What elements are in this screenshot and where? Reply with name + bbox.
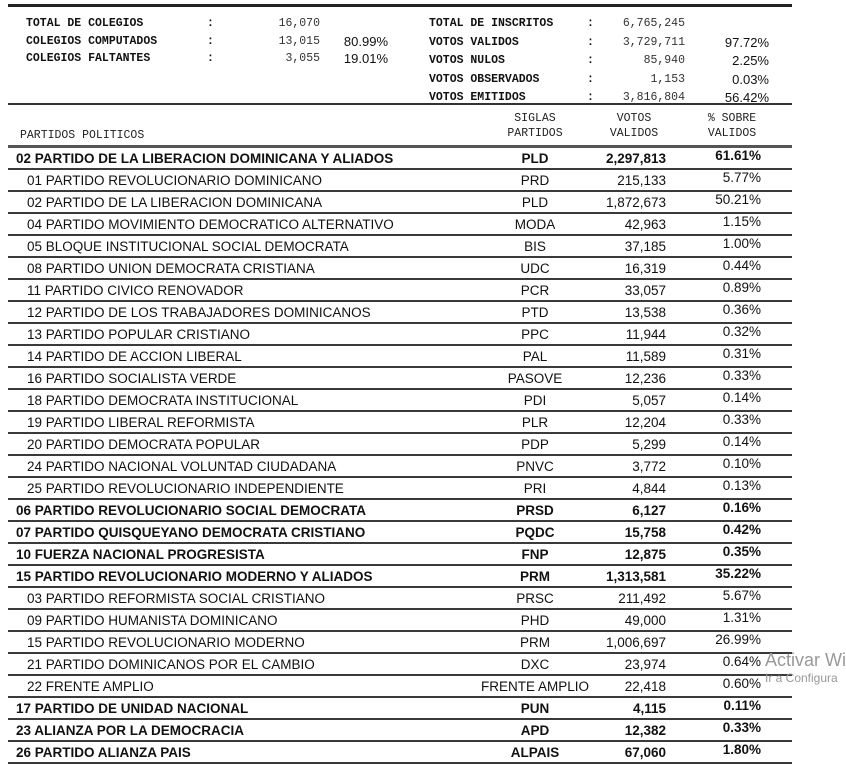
party-name: 08 PARTIDO UNION DEMOCRATA CRISTIANA [27, 261, 315, 276]
party-percent: 1.15% [722, 214, 761, 229]
party-name: 10 FUERZA NACIONAL PROGRESISTA [16, 547, 265, 562]
party-sigla: PRI [523, 481, 547, 496]
header-siglas-line1: SIGLAS [514, 112, 556, 125]
party-name: 12 PARTIDO DE LOS TRABAJADORES DOMINICANOS [27, 305, 371, 320]
table-row [8, 588, 792, 610]
summary-value: 3,816,804 [622, 91, 685, 104]
header-porcentaje-line2: VALIDOS [707, 127, 757, 140]
table-row [8, 324, 792, 346]
table-row [8, 544, 792, 566]
summary-panel [8, 4, 792, 105]
party-percent: 1.00% [722, 236, 761, 251]
party-name: 25 PARTIDO REVOLUCIONARIO INDEPENDIENTE [27, 481, 344, 496]
party-sigla: PTD [521, 305, 549, 320]
party-percent: 0.42% [722, 522, 761, 537]
party-percent: 1.80% [722, 742, 761, 757]
summary-colon: : [207, 17, 214, 30]
party-name: 23 ALIANZA POR LA DEMOCRACIA [16, 723, 245, 738]
party-sigla: MODA [514, 217, 556, 232]
table-row [8, 192, 792, 214]
party-votes: 11,944 [625, 327, 666, 342]
party-percent: 0.33% [722, 412, 761, 427]
party-percent: 61.61% [715, 148, 761, 163]
party-name: 16 PARTIDO SOCIALISTA VERDE [27, 371, 237, 386]
summary-value: 13,015 [278, 34, 320, 48]
results-table [8, 105, 792, 764]
party-sigla: PQDC [515, 525, 555, 540]
summary-value: 16,070 [278, 17, 320, 30]
table-row [8, 676, 792, 698]
summary-value: 1,153 [650, 72, 685, 86]
summary-percent: 56.42% [724, 90, 769, 105]
party-name: 20 PARTIDO DEMOCRATA POPULAR [27, 437, 261, 452]
party-name: 22 FRENTE AMPLIO [27, 679, 154, 694]
party-sigla: DXC [520, 657, 550, 672]
party-votes: 2,297,813 [605, 151, 666, 166]
table-row [8, 632, 792, 654]
header-siglas-line2: PARTIDOS [507, 127, 563, 140]
table-row [8, 280, 792, 302]
table-row [8, 170, 792, 192]
party-name: 15 PARTIDO REVOLUCIONARIO MODERNO Y ALIADOS [16, 569, 373, 584]
party-percent: 0.32% [722, 324, 761, 339]
party-sigla: PRM [520, 635, 550, 650]
table-row [8, 720, 792, 742]
summary-colon: : [587, 35, 594, 49]
party-sigla: PUN [520, 701, 550, 716]
party-percent: 0.31% [722, 346, 761, 361]
table-row [8, 368, 792, 390]
party-votes: 16,319 [624, 261, 666, 276]
table-row [8, 214, 792, 236]
table-row [8, 654, 792, 676]
summary-value: 3,055 [285, 52, 320, 65]
summary-label: COLEGIOS COMPUTADOS [26, 34, 158, 48]
party-votes: 33,057 [624, 283, 666, 298]
party-sigla: PDI [523, 393, 547, 408]
party-name: 06 PARTIDO REVOLUCIONARIO SOCIAL DEMOCRATA [16, 503, 367, 518]
header-partidos: PARTIDOS POLITICOS [20, 129, 145, 142]
table-row [8, 148, 792, 170]
party-percent: 35.22% [715, 566, 761, 581]
header-votos-line1: VOTOS [616, 112, 652, 125]
summary-percent: 80.99% [343, 33, 388, 49]
summary-percent: 97.72% [724, 34, 769, 50]
party-votes: 1,313,581 [605, 569, 666, 584]
party-sigla: ALPAIS [510, 745, 560, 760]
header-votos [593, 111, 675, 141]
party-sigla: FNP [521, 547, 549, 562]
party-sigla: UDC [520, 261, 550, 276]
summary-colon: : [207, 52, 214, 65]
party-percent: 0.14% [722, 390, 761, 405]
party-votes: 12,204 [624, 415, 666, 430]
party-percent: 0.60% [722, 676, 761, 691]
party-name: 13 PARTIDO POPULAR CRISTIANO [27, 327, 251, 342]
table-row [8, 698, 792, 720]
table-row [8, 302, 792, 324]
table-row [8, 566, 792, 588]
party-percent: 0.33% [722, 368, 761, 383]
party-votes: 12,382 [624, 723, 666, 738]
party-votes: 42,963 [624, 217, 666, 232]
party-votes: 23,974 [624, 657, 666, 672]
party-name: 17 PARTIDO DE UNIDAD NACIONAL [16, 701, 249, 716]
summary-colon: : [587, 54, 594, 67]
summary-percent: 19.01% [343, 51, 388, 66]
table-row [8, 412, 792, 434]
party-percent: 0.10% [722, 456, 761, 471]
party-name: 01 PARTIDO REVOLUCIONARIO DOMINICANO [27, 173, 323, 188]
table-row [8, 456, 792, 478]
header-porcentaje-line1: % SOBRE [707, 112, 757, 125]
party-percent: 5.77% [722, 170, 761, 185]
summary-label: VOTOS VALIDOS [429, 35, 519, 49]
party-percent: 50.21% [715, 192, 761, 207]
party-percent: 0.14% [722, 434, 761, 449]
party-percent: 0.16% [722, 500, 761, 515]
table-header [8, 105, 792, 148]
summary-colon: : [207, 34, 214, 48]
party-name: 18 PARTIDO DEMOCRATA INSTITUCIONAL [27, 393, 299, 408]
party-sigla: BIS [524, 239, 546, 254]
summary-colon: : [587, 91, 594, 104]
party-votes: 4,844 [632, 481, 666, 496]
summary-value: 85,940 [643, 54, 685, 67]
party-votes: 37,185 [624, 239, 666, 254]
party-sigla: PRM [520, 569, 550, 584]
party-percent: 5.67% [722, 588, 761, 603]
summary-colon: : [587, 17, 594, 30]
party-votes: 5,057 [632, 393, 666, 408]
party-votes: 215,133 [617, 173, 666, 188]
party-sigla: APD [520, 723, 550, 738]
party-sigla: PASOVE [507, 371, 563, 386]
party-percent: 0.89% [722, 280, 761, 295]
party-votes: 4,115 [632, 701, 666, 716]
summary-label: VOTOS OBSERVADOS [429, 72, 540, 86]
party-name: 14 PARTIDO DE ACCION LIBERAL [27, 349, 242, 364]
party-sigla: PDP [521, 437, 549, 452]
party-percent: 0.44% [722, 258, 761, 273]
party-sigla: PLD [521, 195, 549, 210]
party-sigla: PHD [520, 613, 550, 628]
party-votes: 22,418 [624, 679, 666, 694]
party-sigla: PRSD [516, 503, 554, 518]
watermark-line1: Activar Wi [765, 650, 846, 670]
party-sigla: PCR [520, 283, 550, 298]
summary-label: VOTOS EMITIDOS [429, 91, 526, 104]
party-name: 02 PARTIDO DE LA LIBERACION DOMINICANA [27, 195, 323, 210]
party-votes: 3,772 [632, 459, 666, 474]
table-row [8, 434, 792, 456]
watermark-line2: Ir a Configura [765, 671, 838, 685]
party-votes: 12,236 [624, 371, 666, 386]
party-name: 24 PARTIDO NACIONAL VOLUNTAD CIUDADANA [27, 459, 337, 474]
party-name: 11 PARTIDO CIVICO RENOVADOR [27, 283, 244, 298]
table-row [8, 742, 792, 764]
party-percent: 0.13% [722, 478, 761, 493]
party-votes: 11,589 [625, 349, 666, 364]
party-name: 21 PARTIDO DOMINICANOS POR EL CAMBIO [27, 657, 315, 672]
party-name: 02 PARTIDO DE LA LIBERACION DOMINICANA Y ALIADOS [16, 151, 394, 166]
summary-label: TOTAL DE INSCRITOS [429, 17, 554, 30]
party-votes: 49,000 [624, 613, 666, 628]
party-percent: 26.99% [715, 632, 761, 647]
table-row [8, 478, 792, 500]
party-votes: 67,060 [624, 745, 666, 760]
summary-colon: : [587, 72, 594, 86]
party-name: 05 BLOQUE INSTITUCIONAL SOCIAL DEMOCRATA [27, 239, 349, 254]
table-row [8, 236, 792, 258]
party-votes: 211,492 [618, 591, 666, 606]
table-row [8, 258, 792, 280]
header-porcentaje [690, 111, 774, 141]
party-percent: 0.36% [722, 302, 761, 317]
party-votes: 13,538 [624, 305, 666, 320]
header-votos-line2: VALIDOS [609, 127, 659, 140]
party-sigla: PAL [522, 349, 548, 364]
table-row [8, 500, 792, 522]
party-percent: 1.31% [722, 610, 761, 625]
table-row [8, 390, 792, 412]
summary-label: COLEGIOS FALTANTES [26, 52, 151, 65]
party-sigla: PLD [521, 151, 549, 166]
summary-value: 3,729,711 [622, 35, 685, 49]
summary-percent: 0.03% [732, 71, 769, 87]
party-name: 15 PARTIDO REVOLUCIONARIO MODERNO [27, 635, 305, 650]
party-name: 26 PARTIDO ALIANZA PAIS [16, 745, 191, 760]
summary-value: 6,765,245 [622, 17, 685, 30]
party-votes: 1,006,697 [605, 635, 666, 650]
party-percent: 0.33% [722, 720, 761, 735]
party-percent: 0.64% [722, 654, 761, 669]
summary-label: TOTAL DE COLEGIOS [26, 17, 144, 30]
table-row [8, 346, 792, 368]
table-row [8, 522, 792, 544]
party-votes: 15,758 [624, 525, 666, 540]
party-name: 19 PARTIDO LIBERAL REFORMISTA [27, 415, 255, 430]
party-sigla: PLR [521, 415, 549, 430]
party-votes: 6,127 [632, 503, 666, 518]
party-votes: 5,299 [632, 437, 666, 452]
party-sigla: PPC [521, 327, 549, 342]
party-sigla: FRENTE AMPLIO [480, 679, 590, 694]
party-name: 09 PARTIDO HUMANISTA DOMINICANO [27, 613, 278, 628]
party-sigla: PNVC [516, 459, 554, 474]
table-row [8, 610, 792, 632]
party-name: 04 PARTIDO MOVIMIENTO DEMOCRATICO ALTERNATIVO [27, 217, 394, 232]
party-sigla: PRD [520, 173, 550, 188]
party-votes: 12,875 [624, 547, 666, 562]
party-percent: 0.35% [722, 544, 761, 559]
party-sigla: PRSC [516, 591, 554, 606]
party-percent: 0.11% [723, 698, 761, 713]
header-siglas [483, 111, 587, 141]
summary-percent: 2.25% [732, 53, 769, 68]
table-body [8, 148, 792, 764]
party-name: 07 PARTIDO QUISQUEYANO DEMOCRATA CRISTIANO [16, 525, 366, 540]
summary-label: VOTOS NULOS [429, 54, 505, 67]
party-votes: 1,872,673 [605, 195, 666, 210]
party-name: 03 PARTIDO REFORMISTA SOCIAL CRISTIANO [27, 591, 326, 606]
